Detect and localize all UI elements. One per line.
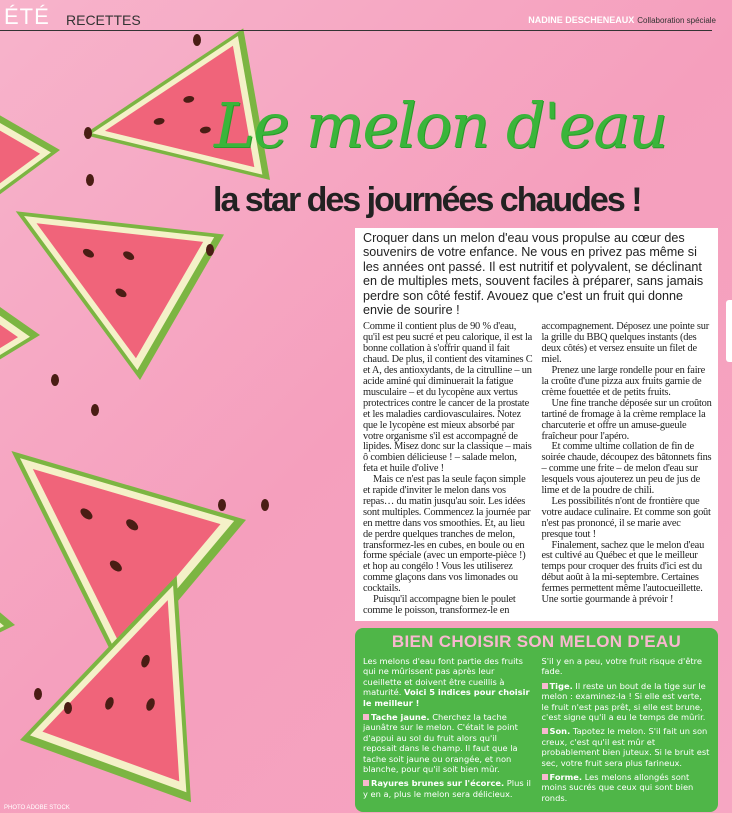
tip-item xyxy=(363,778,532,799)
watermelon-slice xyxy=(0,139,224,380)
section-label: ÉTÉ xyxy=(4,4,50,29)
tips-box xyxy=(355,628,718,812)
tip-item xyxy=(542,726,711,768)
watermelon-slice xyxy=(0,508,15,784)
article-intro: Croquer dans un melon d'eau vous propulse au cœur des souvenirs de votre enfance. Ne vous en privez pas même si les années ont passé. Il est nutritif et polyvalent, se déclinant en de multiples mets, souvent faciles à préparer, sans jamais perdre son côté festif. Avouez que c'est un fruit qui donne envie de sourire ! xyxy=(355,228,718,320)
author xyxy=(528,15,716,26)
tip-text: Il reste un bout de la tige sur le melon : examinez-la ! Si elle est verte, le fruit n'est pas prêt, si elle est brune, c'est signe qu'il a eu le temps de mûrir. xyxy=(541,680,706,722)
photo-credit: PHOTO ADOBE STOCK xyxy=(4,805,70,811)
tip-text: Tapotez le melon. S'il fait un son creux, c'est qu'il est mûr et probablement bien juteux. Si le bruit est sec, votre fruit sera plus farineux. xyxy=(541,726,710,768)
tips-intro-bold: Voici 5 indices pour choisir le meilleur ! xyxy=(363,687,530,708)
article-body xyxy=(355,320,718,620)
tip-name: Tige. xyxy=(549,680,573,691)
tip-text: Les melons allongés sont moins sucrés que ceux qui sont bien ronds. xyxy=(541,771,694,803)
author-note: Collaboration spéciale xyxy=(637,16,716,25)
bullet-square-icon xyxy=(542,683,548,689)
paragraph: accompagnement. Déposez une pointe sur la grille du BBQ quelques instants (des deux côtés) et versez ensuite un filet de miel. xyxy=(541,321,710,366)
tip-name: Tache jaune. xyxy=(371,711,430,722)
paragraph: Prenez une large rondelle pour en faire la croûte d'une pizza aux fruits garnie de crème fouettée et de petits fruits. xyxy=(541,365,706,398)
tip-name: Forme. xyxy=(549,771,583,782)
watermelon-slice xyxy=(0,376,246,670)
tip-text: Cherchez la tache jaunâtre sur le melon. C'était le point d'appui au sol du fruit alors qu'il reposait dans le champ. Il faut que la tache soit jaune ou orangée, et non blanche, pour qu'il soit bien mûr. xyxy=(363,711,518,774)
tips-box-title: BIEN CHOISIR SON MELON D'EAU xyxy=(391,631,682,651)
tip-name: Rayures brunes sur l'écorce. xyxy=(371,778,505,789)
author-name: NADINE DESCHENEAUX xyxy=(528,15,635,25)
tips-intro: Les melons d'eau font partie des fruits qui ne mûrissent pas après leur cueillette et doivent être cueillis à maturité. xyxy=(363,655,523,698)
paragraph: Une fine tranche déposée sur un croûton tartiné de fromage à la crème remplace la charcuterie et offre un amuse-gueule fraîcheur pour l'apéro. xyxy=(541,397,712,442)
paragraph: Et comme ultime collation de fin de soirée chaude, découpez des bâtonnets fins – comme une frite – de melon d'eau sur lesquels vous ajouterez un peu de jus de lime et de la poudre de chili. xyxy=(541,441,712,497)
bullet-square-icon xyxy=(542,728,548,734)
tip-continued: S'il y en a peu, votre fruit risque d'être fade. xyxy=(541,655,703,677)
paragraph: Finalement, sachez que le melon d'eau est cultivé au Québec et que le meilleur temps pour croquer des fruits d'ici est du début août à la mi-septembre. Certaines fermes permettent même l'autocueillette. Une sortie gourmande à prévoir ! xyxy=(541,539,705,606)
paragraph: Comme il contient plus de 90 % d'eau, qu'il est peu sucré et peu calorique, il est la bonne collation à s'offrir quand il fait chaud. De plus, il contient des vitamines C et A, des antioxydants, de la citrulline – un acide aminé qui diminuerait la fatigue musculaire – et du lycopène aux vertus protectrices contre le cancer de la prostate et les maladies cardiovasculaires. Notez que le lycopène est mieux absorbé par votre organisme s'il est accompagné de lipides. Misez donc sur la classique – mais ô combien délicieuse ! – salade melon, feta et huile d'olive ! xyxy=(363,321,533,475)
tip-item xyxy=(363,712,532,774)
article-content xyxy=(355,228,718,812)
page-header xyxy=(0,0,732,32)
tip-text: Plus il y en a, plus le melon sera délicieux. xyxy=(363,778,531,799)
paragraph: Les possibilités n'ont de frontière que votre audace culinaire. Et comme son goût n'est pas prononcé, il se marie avec presque tout ! xyxy=(541,495,711,540)
tips-column-2 xyxy=(542,656,711,807)
tip-item xyxy=(542,681,711,723)
article-subtitle: la star des journées chaudes ! xyxy=(213,181,641,219)
paragraph: Puisqu'il accompagne bien le poulet comme le poisson, transformez-le en xyxy=(363,594,516,616)
tips-column-1 xyxy=(363,656,532,807)
tip-name: Son. xyxy=(549,726,571,737)
header-divider xyxy=(0,30,712,31)
article-title: Le melon d'eau xyxy=(214,89,667,162)
bullet-square-icon xyxy=(542,774,548,780)
category-label: RECETTES xyxy=(66,12,141,28)
paragraph: Mais ce n'est pas la seule façon simple et rapide d'inviter le melon dans vos repas… du matin jusqu'au soir. Les idées sont multiples. Commencez la journée par en mettre dans vos smoothies. Et, au lieu de perdre quelques tranches de melon, transformez-les en cubes, en boule ou en forme spéciale (avec un emporte-pièce !) et hop au congélo ! Vous les utiliserez comme glaçons dans vos limonades ou cocktails. xyxy=(363,474,531,595)
tip-item xyxy=(542,772,711,803)
bullet-square-icon xyxy=(363,714,369,720)
page-edge-tab xyxy=(726,300,732,362)
watermelon-slice xyxy=(0,73,60,302)
bullet-square-icon xyxy=(363,780,369,786)
